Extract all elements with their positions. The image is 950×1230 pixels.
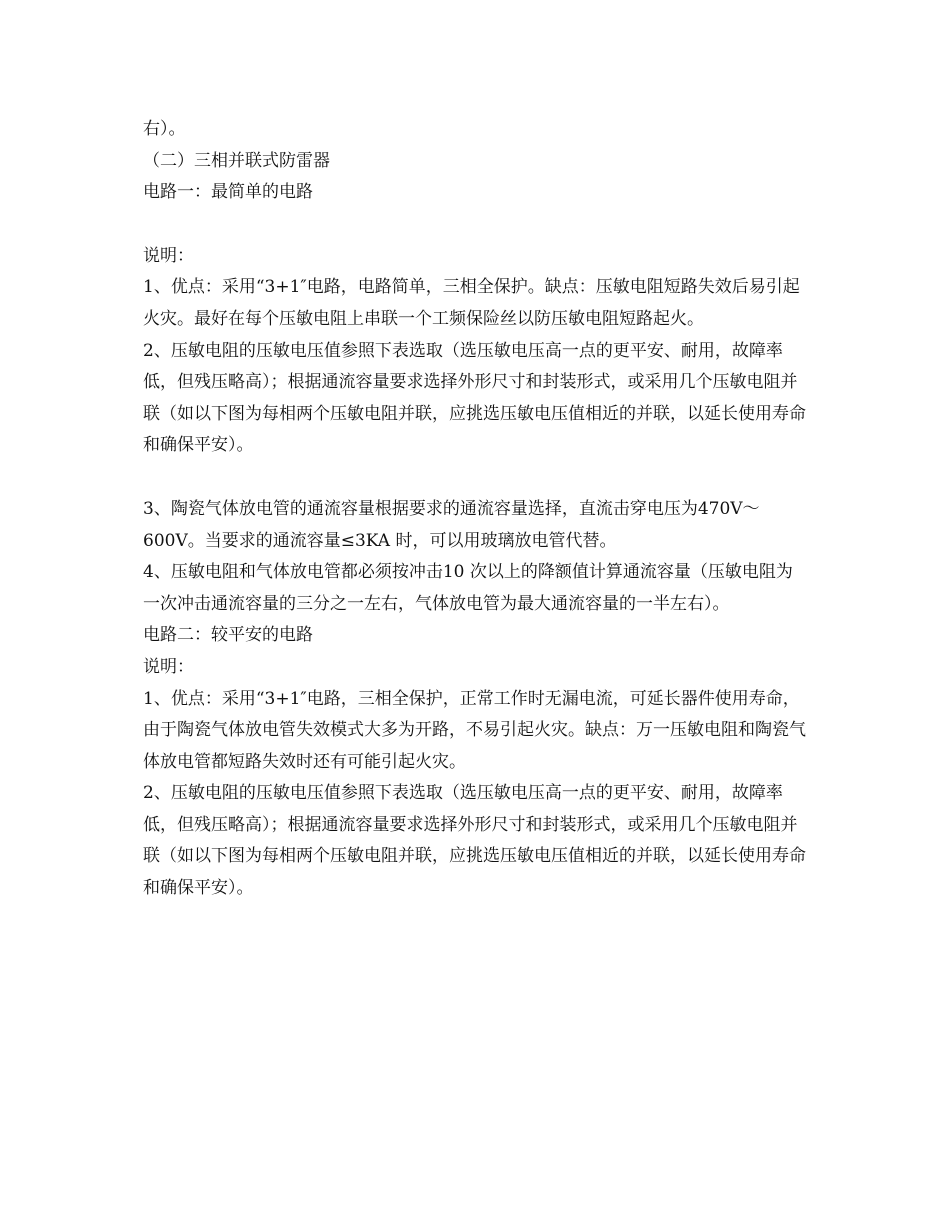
paragraph-item-3: 3、陶瓷气体放电管的通流容量根据要求的通流容量选择，直流击穿电压为470V～600V。当要求的通流容量≤3KA 时，可以用玻璃放电管代替。 [143,498,760,551]
circuit-two-heading: 电路二：较平安的电路 [143,625,313,646]
circuit-one-heading: 电路一：最简单的电路 [143,182,313,203]
paragraph-item-4: 4、压敏电阻和气体放电管都必须按冲击10 次以上的降额值计算通流容量（压敏电阻为一次冲击通流容量的三分之一左右，气体放电管为最大通流容量的一半左右）。 [143,562,793,614]
section-heading: （二）三相并联式防雷器 [143,150,330,171]
paragraph-item-1: 1、优点：采用“3+1″电路，电路简单，三相全保护。缺点：压敏电阻短路失效后易引起火灾。最好在每个压敏电阻上串联一个工频保险丝以防压敏电阻短路起火。 [143,277,800,329]
document-body [143,114,808,905]
explanation-label: 说明： [143,245,194,266]
paragraph-gap [143,462,808,494]
paragraph-item-1b: 1、优点：采用“3+1″电路，三相全保护，正常工作时无漏电流，可延长器件使用寿命，由于陶瓷气体放电管失效模式大多为开路，不易引起火灾。缺点：万一压敏电阻和陶瓷气体放电管都短路失效时还有可能引起火灾。 [143,688,806,772]
paragraph-item-2: 2、压敏电阻的压敏电压值参照下表选取（选压敏电压高一点的更平安、耐用，故障率低，但残压略高）；根据通流容量要求选择外形尺寸和封装形式，或采用几个压敏电阻并联（如以下图为每相两个压敏电阻并联，应挑选压敏电压值相近的并联，以延长使用寿命和确保平安）。 [143,340,806,456]
paragraph-continuation: 右）。 [143,119,186,139]
figure-gap [143,209,808,241]
paragraph-item-2b: 2、压敏电阻的压敏电压值参照下表选取（选压敏电压高一点的更平安、耐用，故障率低，但残压略高）；根据通流容量要求选择外形尺寸和封装形式，或采用几个压敏电阻并联（如以下图为每相两个压敏电阻并联，应挑选压敏电压值相近的并联，以延长使用寿命和确保平安）。 [143,783,806,899]
explanation-label-2: 说明： [143,656,194,677]
